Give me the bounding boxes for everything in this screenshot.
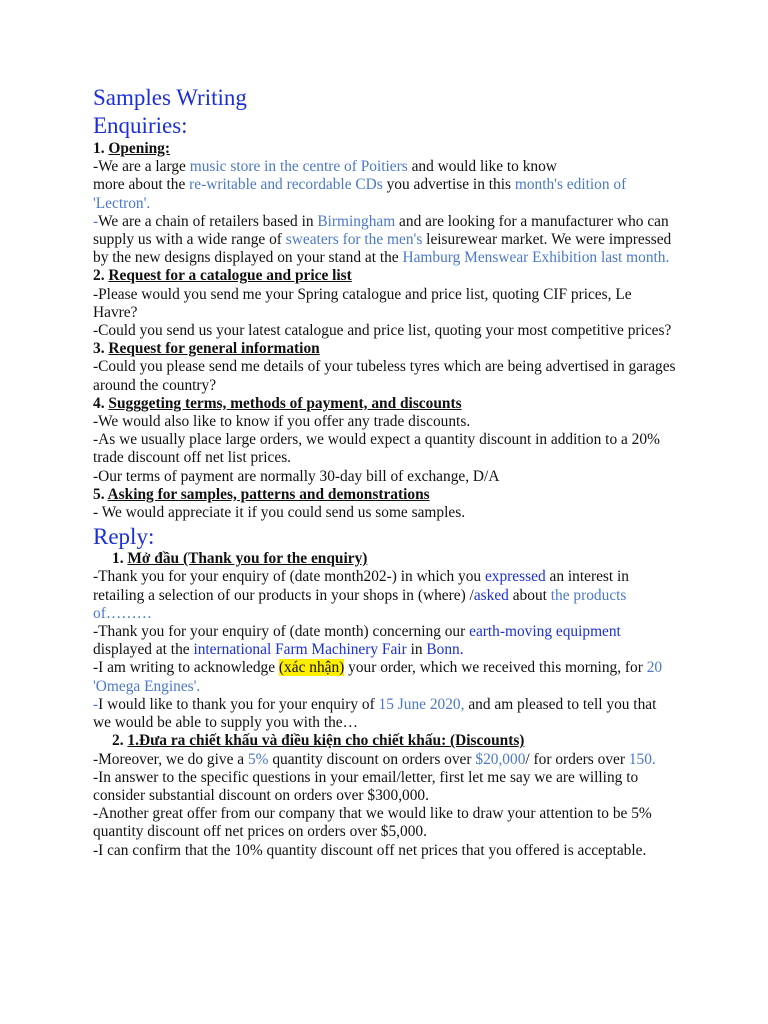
reply-paragraph-6: -In answer to the specific questions in your email/letter, first let me say we are willing to consider substantial discount on orders over $300,000. [93,768,639,804]
paragraph-terms-3: -Our terms of payment are normally 30-day bill of exchange, D/A [93,467,500,485]
text-run: you advertise in this [382,176,515,194]
section-heading-general-info [93,340,678,358]
section-heading-samples [93,486,678,504]
page-title [93,84,678,140]
highlight-text: expressed [484,568,546,586]
reply-heading: Reply: [93,524,155,550]
highlight-text: music store in the centre of Poitiers [189,158,408,176]
section-title: Asking for samples, patterns and demonstrations [107,485,430,503]
yellow-highlight-text: (xác nhận) [278,659,345,677]
paragraph-catalogue-2: -Could you send us your latest catalogue and price list, quoting your most competitive prices? [93,322,672,340]
section-number: 2. [112,732,124,750]
reply-heading-opening [93,550,678,568]
document-body [93,84,678,860]
text-run: displayed at the [93,641,194,659]
title-line-1: Samples Writing [93,85,247,110]
highlight-text: month's edition of 'Lectron'. [93,176,627,212]
reply-paragraph-4 [93,696,678,732]
section-number: 1. [112,550,124,568]
text-run: and would like to know [407,158,557,176]
reply-paragraph-2 [93,623,678,659]
section-title: 1.Đưa ra chiết khấu và điều kiện cho chiết khấu: (Discounts) [127,732,525,750]
highlight-text: the products of……… [93,586,627,622]
text-run: -I am writing to acknowledge [93,659,279,677]
text-run: / for orders over [525,750,629,768]
section-title: Sugggeting terms, methods of payment, and discounts [108,394,462,412]
text-run: about [508,586,551,604]
text-run: I would like to thank you for your enquiry of [98,695,379,713]
highlight-text: re-writable and recordable CDs [189,176,383,194]
section-title: Opening: [108,140,170,157]
highlight-text: Hamburg Menswear Exhibition last month. [402,249,670,267]
section-title: Request for general information [108,340,320,358]
section-number: 2. [93,267,105,285]
paragraph-general-info-1: -Could you please send me details of your tubeless tyres which are being advertised in garages around the country? [93,358,676,394]
reply-paragraph-8: -I can confirm that the 10% quantity discount off net prices that you offered is acceptable. [93,841,647,859]
section-number: 1. [93,140,105,157]
section-number: 3. [93,340,105,358]
section-heading-terms [93,395,678,413]
text-run: an interest in retailing a selection of our products in your shops in (where) / [93,568,629,604]
section-title: Mở đầu (Thank you for the enquiry) [127,550,368,568]
highlight-text: 5% [247,750,269,768]
reply-paragraph-5 [93,751,678,769]
text-run: leisurewear market. We were impressed by the new designs displayed on your stand at the [93,231,672,267]
text-run: - [93,695,99,713]
text-run: We are a chain of retailers based in [98,212,318,230]
text-run: quantity discount on orders over [268,750,476,768]
text-run: -Thank you for your enquiry of (date month) concerning our [93,623,470,641]
highlight-text: 20 'Omega Engines'. [93,659,663,695]
section-title: Request for a catalogue and price list [108,267,352,285]
highlight-text: 150. [628,750,656,768]
text-run: your order, which we received this morning, for [344,659,647,677]
paragraph-terms-1: -We would also like to know if you offer any trade discounts. [93,413,471,431]
reply-paragraph-7: -Another great offer from our company that we would like to draw your attention to be 5% quantity discount off net prices on orders over $5,000. [93,805,652,841]
reply-paragraph-3 [93,659,678,695]
text-run: in [406,641,427,659]
highlight-text: $20,000 [475,750,526,768]
highlight-text: international Farm Machinery Fair [193,641,407,659]
text-run: - [93,212,99,230]
text-run: and are looking for a manufacturer who can supply us with a wide range of [93,212,669,249]
highlight-text: 15 June 2020, [378,695,465,713]
paragraph-samples-1: - We would appreciate it if you could send us some samples. [93,504,466,522]
paragraph-opening-2 [93,213,678,268]
paragraph-opening-1 [93,158,678,213]
highlight-text: Bonn. [426,641,464,659]
section-number: 5. [93,485,105,503]
text-run: and am pleased to tell you that we would be able to supply you with the… [93,695,657,732]
text-run: -We are a large [93,158,190,176]
highlight-text: asked [473,586,509,604]
paragraph-terms-2: -As we usually place large orders, we would expect a quantity discount in addition to a 20% trade discount off net list prices. [93,431,660,467]
text-run: more about the [93,176,190,194]
paragraph-catalogue-1: -Please would you send me your Spring catalogue and price list, quoting CIF prices, Le Havre? [93,285,632,321]
text-run: -Thank you for your enquiry of (date month202-) in which you [93,568,485,586]
section-heading-opening [93,140,678,158]
section-heading-catalogue [93,267,678,285]
highlight-text: earth-moving equipment [469,623,621,641]
highlight-text: sweaters for the men's [285,231,423,249]
reply-paragraph-1 [93,568,678,623]
title-line-2: Enquiries: [93,113,188,138]
reply-heading-discounts [93,732,678,750]
highlight-text: Birmingham [317,212,396,230]
text-run: -Moreover, we do give a [93,750,248,768]
section-number: 4. [93,394,105,412]
